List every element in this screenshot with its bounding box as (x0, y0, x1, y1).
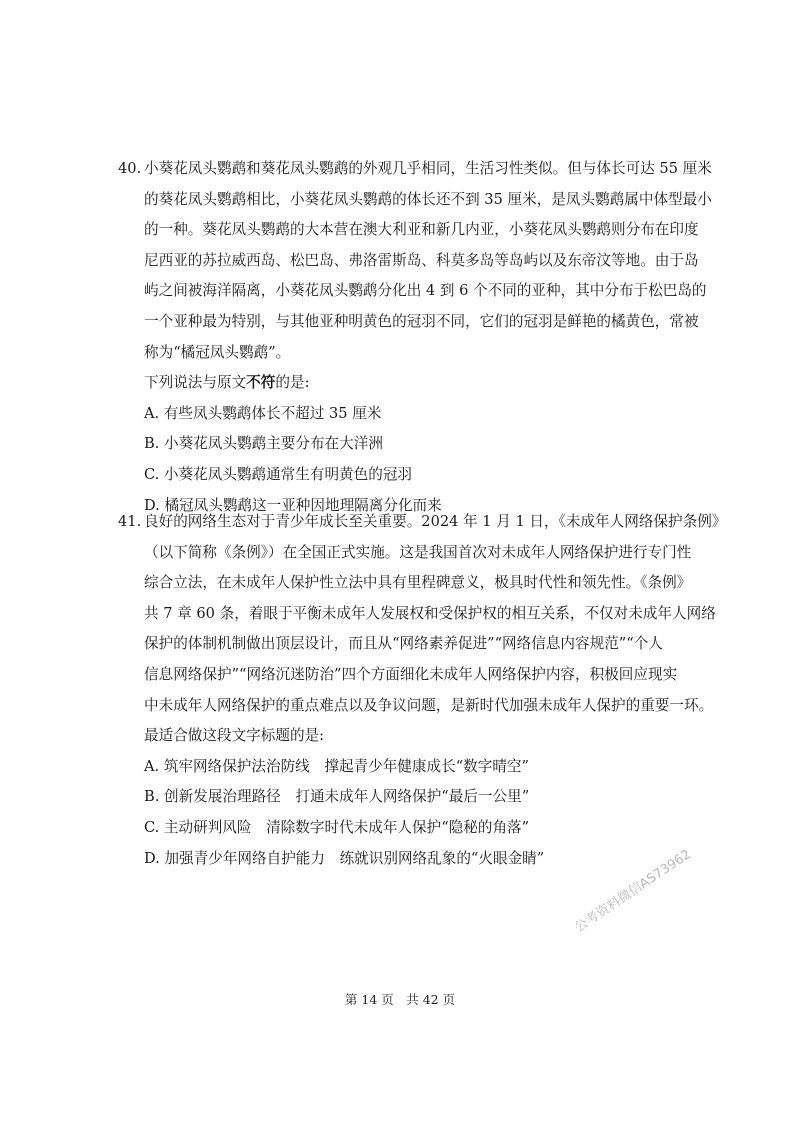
question-line: 屿之间被海洋隔离，小葵花凤头鹦鹉分化出 4 到 6 个不同的亚种，其中分布于松巴岛的 (144, 282, 707, 300)
question-line: 称为“橘冠凤头鹦鹉”。 (144, 343, 291, 361)
option-b[interactable]: B. 创新发展治理路径 打通未成年人网络保护“最后一公里” (144, 788, 530, 806)
question-line: 保护的体制机制做出顶层设计，而且从“网络素养促进”“网络信息内容规范”“个人 (144, 635, 663, 653)
option-b[interactable]: B. 小葵花凤头鹦鹉主要分布在大洋洲 (144, 435, 383, 453)
question-number: 41. (118, 513, 142, 530)
question-line: 信息网络保护”“网络沉迷防治”四个方面细化未成年人网络保护内容，积极回应现实 (144, 665, 678, 683)
question-line: 综合立法，在未成年人保护性立法中具有里程碑意义，极具时代性和领先性。《条例》 (144, 574, 692, 592)
option-c[interactable]: C. 主动研判风险 清除数字时代未成年人保护“隐秘的角落” (144, 818, 530, 836)
watermark: 公考资料微信AS73962 (572, 846, 694, 936)
question-prompt: 下列说法与原文不符的是: (144, 374, 310, 392)
question-line: （以下简称《条例》）在全国正式实施。这是我国首次对未成年人网络保护进行专门性 (144, 543, 692, 561)
option-d[interactable]: D. 橘冠凤头鹦鹉这一亚种因地理隔离分化而来 (144, 496, 442, 514)
question-number: 40. (118, 160, 142, 177)
question-line: 的一种。葵花凤头鹦鹉的大本营在澳大利亚和新几内亚，小葵花凤头鹦鹉则分布在印度 (144, 221, 699, 239)
question-line: 共 7 章 60 条，着眼于平衡未成年人发展权和受保护权的相互关系，不仅对未成年人网络 (144, 604, 716, 622)
question-line: 一个亚种最为特别，与其他亚种明黄色的冠羽不同，它们的冠羽是鲜艳的橘黄色，常被 (144, 312, 699, 330)
option-a[interactable]: A. 筑牢网络保护法治防线 撑起青少年健康成长“数字晴空” (144, 757, 529, 775)
question-line: 41. 良好的网络生态对于青少年成长至关重要。2024 年 1 月 1 日，《未成年人网络保护条例》 (118, 507, 688, 538)
option-a[interactable]: A. 有些凤头鹦鹉体长不超过 35 厘米 (144, 404, 382, 422)
option-c[interactable]: C. 小葵花凤头鹦鹉通常生有明黄色的冠羽 (144, 465, 413, 483)
question-40 (118, 154, 712, 521)
question-41 (118, 507, 727, 874)
question-line: 中未成年人网络保护的重点难点以及争议问题，是新时代加强未成年人保护的重要一环。 (144, 696, 714, 714)
question-line: 40. 小葵花凤头鹦鹉和葵花凤头鹦鹉的外观几乎相同，生活习性类似。但与体长可达 55 厘米 (118, 154, 688, 185)
option-d[interactable]: D. 加强青少年网络自护能力 练就识别网络乱象的“火眼金睛” (144, 849, 545, 867)
question-line: 的葵花凤头鹦鹉相比，小葵花凤头鹦鹉的体长还不到 35 厘米，是凤头鹦鹉属中体型最小 (144, 190, 712, 208)
question-line: 尼西亚的苏拉威西岛、松巴岛、弗洛雷斯岛、科莫多岛等岛屿以及东帝汶等地。由于岛 (144, 251, 699, 269)
emphasis-text: 不符 (246, 374, 276, 392)
question-prompt: 最适合做这段文字标题的是: (144, 727, 325, 745)
page-footer: 第 14 页 共 42 页 (344, 992, 456, 1007)
